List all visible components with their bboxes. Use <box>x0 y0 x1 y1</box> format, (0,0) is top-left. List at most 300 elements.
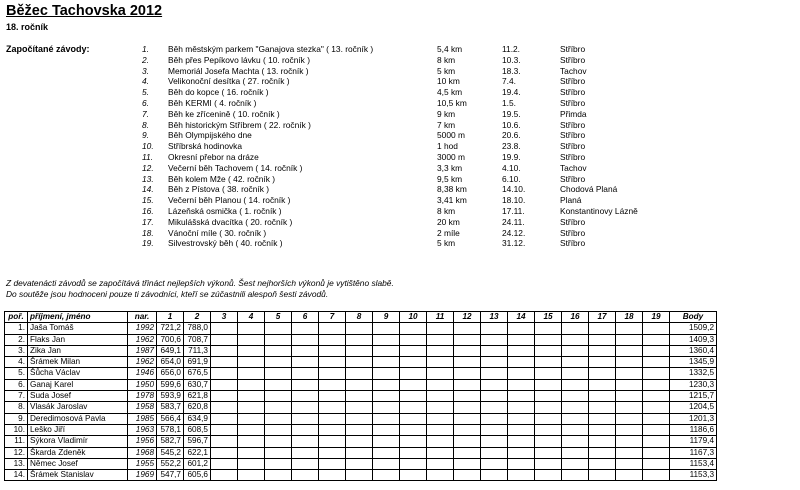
race-score-cell <box>616 379 643 390</box>
race-score-cell <box>481 368 508 379</box>
race-score-cell <box>265 379 292 390</box>
race-name: Lázeňská osmička ( 1. ročník ) <box>168 205 282 216</box>
race-score-cell <box>589 436 616 447</box>
birth-year-cell: 1992 <box>128 323 157 334</box>
race-score-cell <box>265 323 292 334</box>
race-score-cell <box>589 345 616 356</box>
race-name: Večerní běh Tachovem ( 14. ročník ) <box>168 162 303 173</box>
race-name: Okresní přebor na dráze <box>168 151 259 162</box>
race-score-cell <box>616 334 643 345</box>
name-cell: Deredimosová Pavla <box>28 413 128 424</box>
rank-cell: 4. <box>5 357 28 368</box>
race-score-cell: 552,2 <box>157 458 184 469</box>
race-score-cell <box>427 334 454 345</box>
race-date: 19.4. <box>502 87 521 98</box>
results-table <box>4 311 717 481</box>
points-cell: 1230,3 <box>670 379 717 390</box>
race-score-cell <box>535 458 562 469</box>
race-score-cell <box>643 391 670 402</box>
race-score-cell <box>427 436 454 447</box>
race-score-cell <box>373 345 400 356</box>
race-score-cell <box>589 447 616 458</box>
race-number: 19. <box>142 238 154 249</box>
race-item <box>0 87 800 98</box>
race-score-cell <box>508 357 535 368</box>
race-score-cell <box>508 424 535 435</box>
birth-year-cell: 1950 <box>128 379 157 390</box>
race-number: 1. <box>142 44 149 54</box>
column-header: 14 <box>508 312 535 323</box>
race-score-cell <box>616 391 643 402</box>
race-score-cell <box>481 413 508 424</box>
race-name: Běh z Pístova ( 38. ročník ) <box>168 184 270 195</box>
race-score-cell <box>400 402 427 413</box>
race-score-cell <box>616 323 643 334</box>
race-score-cell <box>346 334 373 345</box>
race-score-cell <box>562 402 589 413</box>
race-score-cell: 593,9 <box>157 391 184 402</box>
race-score-cell <box>535 402 562 413</box>
race-score-cell <box>454 368 481 379</box>
race-score-cell: 605,6 <box>184 470 211 481</box>
race-score-cell <box>616 458 643 469</box>
birth-year-cell: 1987 <box>128 345 157 356</box>
race-distance: 10,5 km <box>437 97 467 108</box>
column-header: 17 <box>589 312 616 323</box>
race-score-cell <box>346 345 373 356</box>
column-header: poř. <box>5 312 28 323</box>
race-score-cell <box>319 391 346 402</box>
race-score-cell <box>481 447 508 458</box>
race-distance: 8,38 km <box>437 184 467 195</box>
race-score-cell: 708,7 <box>184 334 211 345</box>
race-score-cell <box>643 379 670 390</box>
name-cell: Zika Jan <box>28 345 128 356</box>
race-score-cell <box>643 447 670 458</box>
race-place: Přimda <box>560 108 587 119</box>
race-score-cell <box>616 470 643 481</box>
race-score-cell <box>508 334 535 345</box>
race-score-cell <box>400 458 427 469</box>
birth-year-cell: 1962 <box>128 357 157 368</box>
race-score-cell <box>562 470 589 481</box>
race-place: Stříbro <box>560 130 586 141</box>
race-score-cell: 601,2 <box>184 458 211 469</box>
race-score-cell <box>373 470 400 481</box>
name-cell: Suda Josef <box>28 391 128 402</box>
birth-year-cell: 1978 <box>128 391 157 402</box>
race-score-cell <box>238 345 265 356</box>
race-score-cell <box>535 470 562 481</box>
race-score-cell <box>454 447 481 458</box>
race-score-cell <box>292 368 319 379</box>
race-item <box>0 228 800 239</box>
race-item <box>0 109 800 120</box>
race-score-cell <box>589 334 616 345</box>
race-score-cell <box>481 470 508 481</box>
race-score-cell <box>616 447 643 458</box>
race-item <box>0 98 800 109</box>
race-number: 15. <box>142 195 154 206</box>
race-number: 12. <box>142 162 154 173</box>
race-score-cell: 545,2 <box>157 447 184 458</box>
race-score-cell <box>508 447 535 458</box>
race-date: 18.10. <box>502 195 526 206</box>
race-score-cell <box>643 402 670 413</box>
race-distance: 7 km <box>437 119 456 130</box>
race-score-cell <box>319 379 346 390</box>
race-score-cell <box>292 323 319 334</box>
column-header: 13 <box>481 312 508 323</box>
table-row <box>5 345 717 356</box>
race-place: Stříbro <box>560 119 586 130</box>
race-score-cell <box>454 357 481 368</box>
race-score-cell <box>346 447 373 458</box>
race-score-cell <box>292 345 319 356</box>
race-name: Běh Olympijského dne <box>168 130 252 141</box>
eligibility-note: Do soutěže jsou hodnoceni pouze ti závodníci, kteří se zúčastnili alespoň šesti závodů. <box>6 289 329 299</box>
race-place: Chodová Planá <box>560 184 618 195</box>
race-item <box>0 184 800 195</box>
race-score-cell <box>400 368 427 379</box>
race-item <box>0 130 800 141</box>
race-score-cell <box>265 368 292 379</box>
race-score-cell <box>319 357 346 368</box>
race-score-cell <box>373 402 400 413</box>
race-score-cell <box>643 436 670 447</box>
race-score-cell <box>211 424 238 435</box>
race-item <box>0 163 800 174</box>
race-place: Stříbro <box>560 76 586 87</box>
race-score-cell <box>481 379 508 390</box>
race-score-cell <box>508 323 535 334</box>
race-score-cell <box>211 458 238 469</box>
race-number: 16. <box>142 205 154 216</box>
race-score-cell <box>346 413 373 424</box>
race-score-cell <box>373 436 400 447</box>
name-cell: Flaks Jan <box>28 334 128 345</box>
race-score-cell <box>238 402 265 413</box>
table-row <box>5 413 717 424</box>
race-score-cell: 711,3 <box>184 345 211 356</box>
race-score-cell <box>535 447 562 458</box>
race-number: 14. <box>142 184 154 195</box>
race-score-cell <box>589 413 616 424</box>
race-score-cell <box>616 402 643 413</box>
points-cell: 1345,9 <box>670 357 717 368</box>
race-name: Silvestrovský běh ( 40. ročník ) <box>168 238 283 249</box>
page-title: Běžec Tachovska 2012 <box>6 3 163 19</box>
race-place: Stříbro <box>560 87 586 98</box>
race-score-cell <box>292 436 319 447</box>
race-score-cell: 578,1 <box>157 424 184 435</box>
race-score-cell <box>535 436 562 447</box>
column-header: Body <box>670 312 717 323</box>
race-score-cell <box>373 323 400 334</box>
rank-cell: 9. <box>5 413 28 424</box>
race-score-cell <box>400 379 427 390</box>
race-score-cell <box>427 402 454 413</box>
race-score-cell <box>427 424 454 435</box>
race-score-cell <box>508 402 535 413</box>
birth-year-cell: 1963 <box>128 424 157 435</box>
race-number: 3. <box>142 65 149 76</box>
race-name: Běh městským parkem "Ganajova stezka" ( 13. ročník ) <box>168 44 374 54</box>
race-score-cell <box>400 334 427 345</box>
race-score-cell <box>643 458 670 469</box>
column-header: 16 <box>562 312 589 323</box>
race-score-cell <box>319 323 346 334</box>
name-cell: Škarda Zdeněk <box>28 447 128 458</box>
birth-year-cell: 1962 <box>128 334 157 345</box>
race-distance: 4,5 km <box>437 87 463 98</box>
race-distance: 10 km <box>437 76 460 87</box>
race-name: Memoriál Josefa Machta ( 13. ročník ) <box>168 65 309 76</box>
race-score-cell <box>211 357 238 368</box>
race-score-cell <box>373 357 400 368</box>
race-score-cell <box>211 345 238 356</box>
points-cell: 1332,5 <box>670 368 717 379</box>
race-score-cell: 582,7 <box>157 436 184 447</box>
race-number: 13. <box>142 173 154 184</box>
rank-cell: 3. <box>5 345 28 356</box>
race-date: 17.11. <box>502 205 525 216</box>
race-score-cell <box>400 447 427 458</box>
race-score-cell <box>589 458 616 469</box>
rank-cell: 2. <box>5 334 28 345</box>
race-score-cell <box>454 470 481 481</box>
race-number: 2. <box>142 54 149 65</box>
race-score-cell <box>319 402 346 413</box>
race-score-cell <box>508 391 535 402</box>
race-score-cell: 608,5 <box>184 424 211 435</box>
race-score-cell <box>643 357 670 368</box>
name-cell: Jaša Tomáš <box>28 323 128 334</box>
race-name: Běh ke zřícenině ( 10. ročník ) <box>168 108 280 119</box>
race-score-cell <box>562 334 589 345</box>
race-score-cell <box>562 379 589 390</box>
race-score-cell <box>373 334 400 345</box>
race-score-cell <box>589 368 616 379</box>
race-score-cell <box>238 436 265 447</box>
race-score-cell <box>481 357 508 368</box>
race-score-cell <box>643 368 670 379</box>
race-place: Stříbro <box>560 238 586 249</box>
name-cell: Leško Jiří <box>28 424 128 435</box>
race-number: 6. <box>142 97 149 108</box>
birth-year-cell: 1946 <box>128 368 157 379</box>
race-score-cell <box>643 345 670 356</box>
race-score-cell <box>454 458 481 469</box>
race-score-cell <box>400 413 427 424</box>
race-score-cell <box>346 436 373 447</box>
race-score-cell <box>454 323 481 334</box>
results-header-row <box>5 312 717 323</box>
rank-cell: 1. <box>5 323 28 334</box>
race-number: 17. <box>142 216 154 227</box>
race-score-cell <box>238 323 265 334</box>
birth-year-cell: 1968 <box>128 447 157 458</box>
table-row <box>5 391 717 402</box>
name-cell: Sýkora Vladimír <box>28 436 128 447</box>
race-score-cell <box>319 345 346 356</box>
race-distance: 2 míle <box>437 227 460 238</box>
race-score-cell <box>508 436 535 447</box>
race-score-cell <box>400 345 427 356</box>
race-score-cell <box>265 391 292 402</box>
column-header: 8 <box>346 312 373 323</box>
race-score-cell <box>562 391 589 402</box>
race-date: 24.12. <box>502 227 526 238</box>
race-score-cell <box>346 391 373 402</box>
race-score-cell <box>292 334 319 345</box>
name-cell: Němec Josef <box>28 458 128 469</box>
race-item <box>0 76 800 87</box>
rank-cell: 11. <box>5 436 28 447</box>
race-score-cell <box>481 323 508 334</box>
table-row <box>5 368 717 379</box>
race-score-cell <box>508 458 535 469</box>
race-item <box>0 238 800 249</box>
race-number: 7. <box>142 108 149 119</box>
race-score-cell <box>346 470 373 481</box>
race-score-cell <box>265 345 292 356</box>
race-score-cell <box>265 470 292 481</box>
race-score-cell <box>427 447 454 458</box>
race-score-cell <box>616 413 643 424</box>
race-score-cell: 599,6 <box>157 379 184 390</box>
race-score-cell <box>481 402 508 413</box>
race-score-cell: 596,7 <box>184 436 211 447</box>
race-score-cell <box>454 334 481 345</box>
race-score-cell <box>400 391 427 402</box>
race-number: 4. <box>142 76 149 87</box>
points-cell: 1215,7 <box>670 391 717 402</box>
race-score-cell <box>373 413 400 424</box>
race-distance: 9 km <box>437 108 456 119</box>
race-place: Tachov <box>560 162 587 173</box>
race-score-cell <box>535 391 562 402</box>
race-score-cell <box>535 357 562 368</box>
race-score-cell <box>427 323 454 334</box>
race-score-cell: 676,5 <box>184 368 211 379</box>
race-date: 10.3. <box>502 54 521 65</box>
race-score-cell: 656,0 <box>157 368 184 379</box>
race-place: Planá <box>560 195 582 206</box>
column-header: 19 <box>643 312 670 323</box>
race-date: 14.10. <box>502 184 526 195</box>
race-score-cell <box>292 357 319 368</box>
race-score-cell: 630,7 <box>184 379 211 390</box>
table-row <box>5 470 717 481</box>
race-score-cell <box>211 323 238 334</box>
race-score-cell <box>292 379 319 390</box>
table-row <box>5 357 717 368</box>
race-score-cell <box>481 391 508 402</box>
race-distance: 5 km <box>437 65 456 76</box>
race-score-cell <box>238 413 265 424</box>
race-name: Běh kolem Mže ( 42. ročník ) <box>168 173 276 184</box>
edition-subtitle: 18. ročník <box>6 22 49 32</box>
race-score-cell <box>319 458 346 469</box>
race-score-cell: 700,6 <box>157 334 184 345</box>
race-score-cell <box>508 470 535 481</box>
race-score-cell <box>211 391 238 402</box>
race-score-cell <box>454 391 481 402</box>
race-score-cell <box>265 458 292 469</box>
race-score-cell <box>238 379 265 390</box>
race-score-cell <box>238 458 265 469</box>
race-score-cell <box>400 436 427 447</box>
table-row <box>5 436 717 447</box>
race-distance: 5000 m <box>437 130 465 141</box>
name-cell: Šrámek Stanislav <box>28 470 128 481</box>
race-score-cell <box>589 379 616 390</box>
race-score-cell <box>562 436 589 447</box>
race-score-cell <box>346 424 373 435</box>
column-header: 11 <box>427 312 454 323</box>
race-score-cell <box>265 334 292 345</box>
race-item <box>0 55 800 66</box>
race-number: 18. <box>142 227 154 238</box>
race-number: 5. <box>142 87 149 98</box>
race-score-cell <box>238 334 265 345</box>
race-score-cell <box>454 413 481 424</box>
race-date: 31.12. <box>502 238 526 249</box>
race-date: 20.6. <box>502 130 521 141</box>
race-score-cell <box>643 470 670 481</box>
races-list <box>0 44 800 249</box>
race-score-cell <box>319 413 346 424</box>
race-item <box>0 44 800 55</box>
race-score-cell <box>562 458 589 469</box>
race-score-cell <box>643 413 670 424</box>
race-score-cell: 622,1 <box>184 447 211 458</box>
race-distance: 5 km <box>437 238 456 249</box>
race-number: 10. <box>142 141 154 152</box>
race-score-cell <box>373 379 400 390</box>
race-score-cell: 566,4 <box>157 413 184 424</box>
race-score-cell <box>265 424 292 435</box>
race-name: Velikonoční desítka ( 27. ročník ) <box>168 76 290 87</box>
race-place: Stříbro <box>560 141 586 152</box>
race-score-cell <box>454 345 481 356</box>
birth-year-cell: 1956 <box>128 436 157 447</box>
race-date: 11.2. <box>502 44 521 54</box>
points-cell: 1153,3 <box>670 470 717 481</box>
race-score-cell <box>535 368 562 379</box>
race-score-cell <box>535 345 562 356</box>
race-score-cell <box>265 357 292 368</box>
race-score-cell <box>319 368 346 379</box>
race-score-cell <box>292 458 319 469</box>
race-distance: 3,41 km <box>437 195 467 206</box>
table-row <box>5 379 717 390</box>
name-cell: Vlasák Jaroslav <box>28 402 128 413</box>
race-item <box>0 152 800 163</box>
rank-cell: 6. <box>5 379 28 390</box>
race-score-cell <box>238 357 265 368</box>
column-header: 10 <box>400 312 427 323</box>
table-row <box>5 334 717 345</box>
race-item <box>0 174 800 185</box>
race-name: Běh historickým Stříbrem ( 22. ročník ) <box>168 119 311 130</box>
race-name: Stříbrská hodinovka <box>168 141 243 152</box>
race-score-cell <box>427 357 454 368</box>
rules-note: Z devatenácti závodů se započítává třináct nejlepších výkonů. Šest nejhorších výkonů je vytištěno slabě. <box>6 278 394 288</box>
race-distance: 20 km <box>437 216 460 227</box>
race-score-cell <box>346 357 373 368</box>
